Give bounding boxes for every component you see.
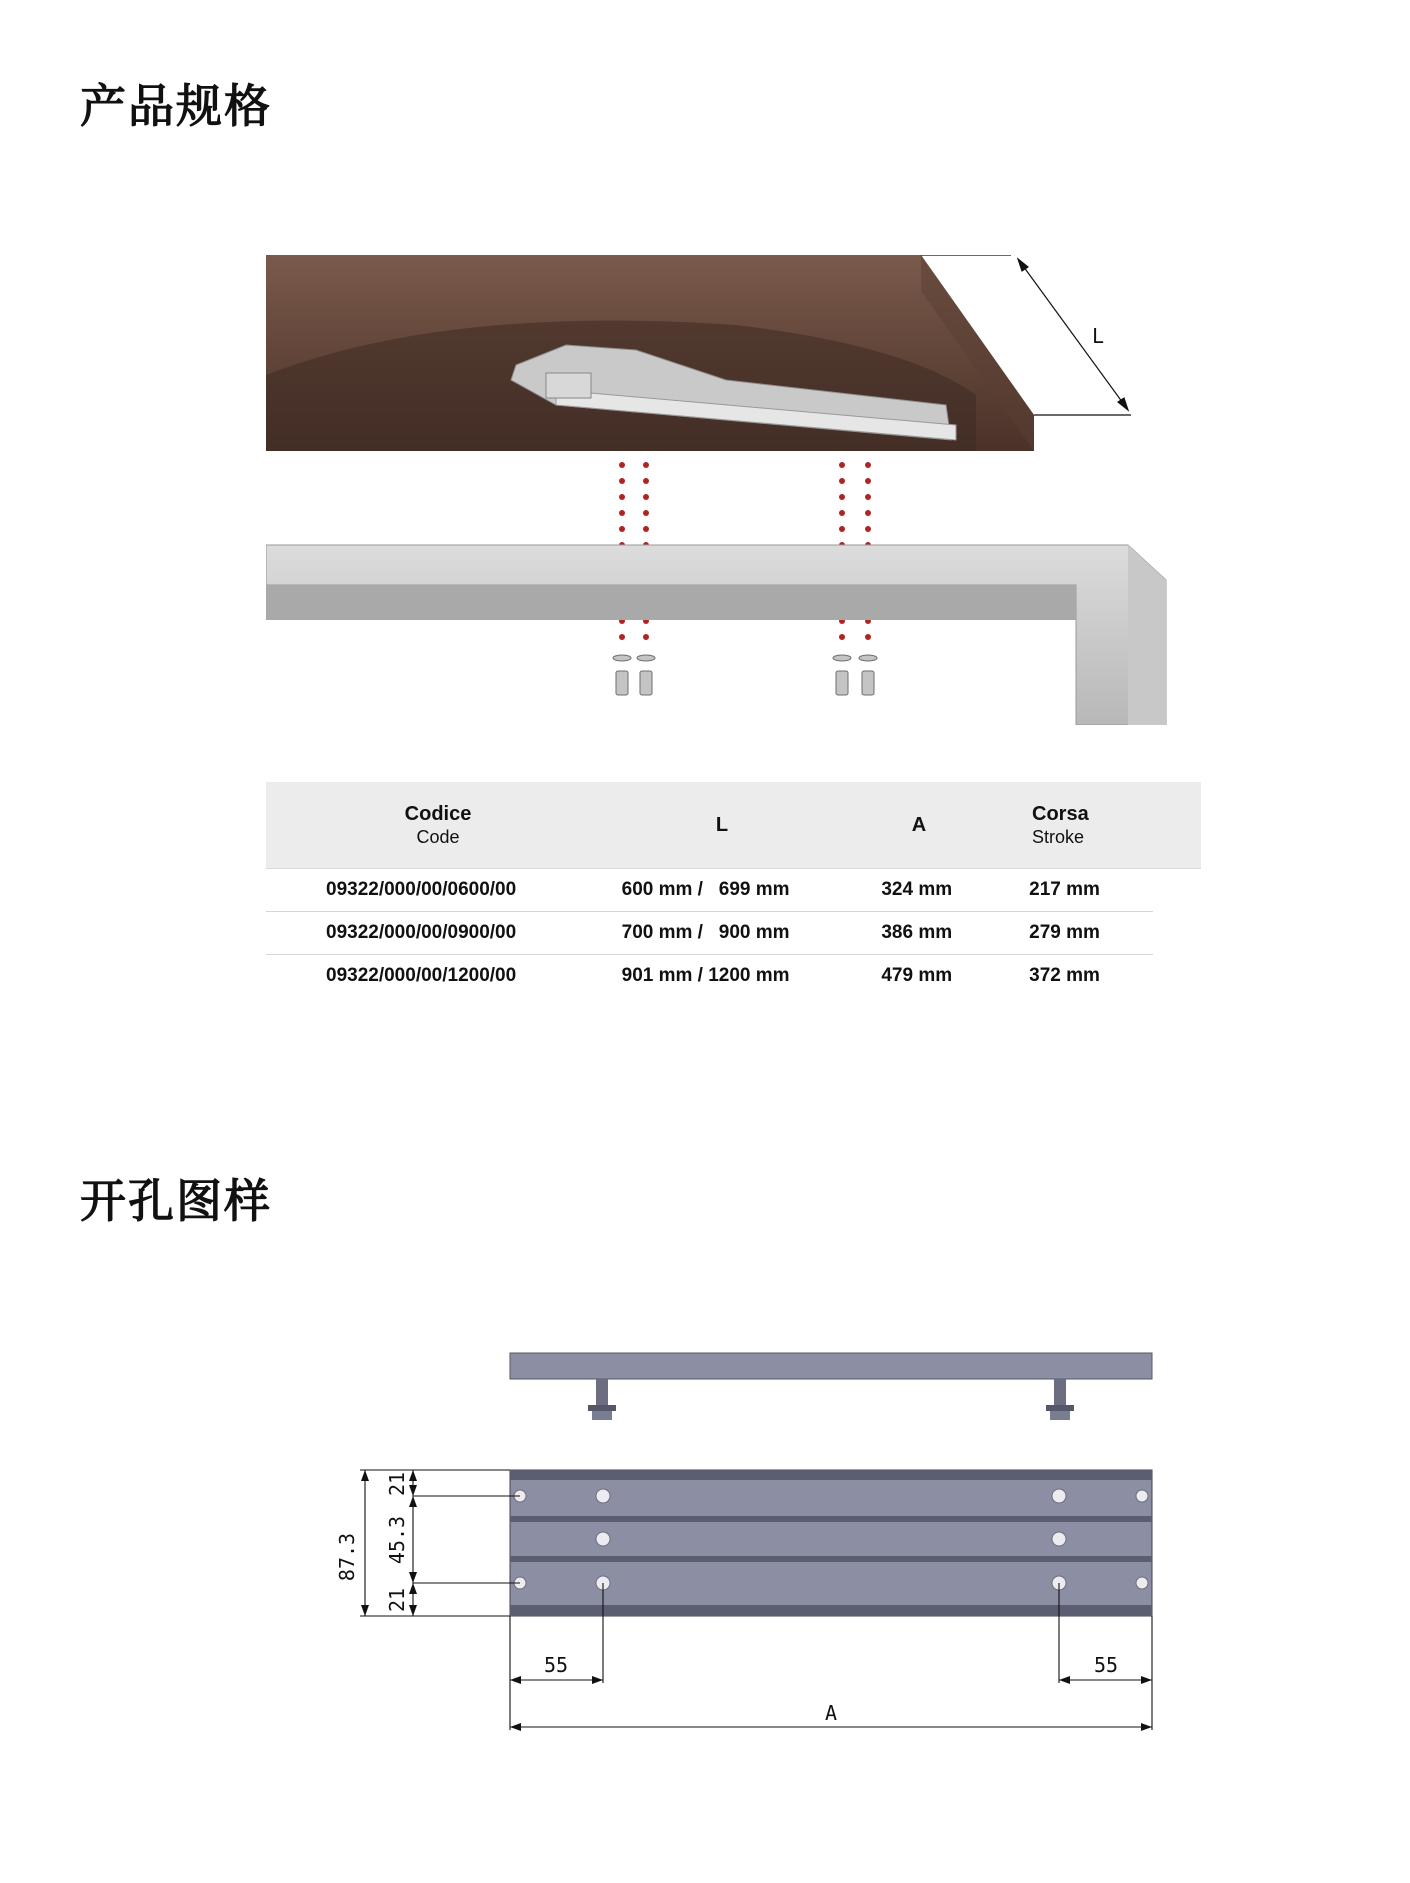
cell-l: 600 mm / 699 mm (621, 879, 790, 900)
spec-table (266, 782, 1201, 997)
cell-stroke: 372 mm (1029, 965, 1100, 986)
cell-code: 09322/000/00/0900/00 (326, 922, 517, 943)
cell-a: 324 mm (881, 879, 953, 900)
dimension-left-offset: 55 (543, 1653, 569, 1677)
cell-l: 901 mm / 1200 mm (621, 965, 790, 986)
table-row (266, 912, 1153, 955)
table-row (266, 869, 1153, 912)
dimension-l-label: L (1092, 324, 1105, 348)
product-illustration (266, 255, 1176, 725)
cell-a: 386 mm (881, 922, 953, 943)
section-title-drilling: 开孔图样 (80, 1174, 272, 1228)
header-l: L (715, 814, 729, 836)
section-title-specs: 产品规格 (80, 79, 272, 133)
dimension-middle-spacing: 45.3 (385, 1515, 409, 1565)
cell-l: 700 mm / 900 mm (621, 922, 790, 943)
dimension-total-height: 87.3 (335, 1532, 359, 1582)
cell-a: 479 mm (881, 965, 953, 986)
table-row (266, 955, 1153, 997)
screws (613, 655, 877, 695)
header-a: A (911, 814, 927, 836)
dimension-top-offset: 21 (385, 1471, 409, 1497)
metal-frame (266, 545, 1166, 725)
cell-stroke: 217 mm (1029, 879, 1100, 900)
header-code: Codice Code (404, 803, 472, 847)
header-stroke: Corsa Stroke (1032, 803, 1089, 847)
cell-code: 09322/000/00/1200/00 (326, 965, 517, 986)
dimension-right-offset: 55 (1093, 1653, 1119, 1677)
cell-stroke: 279 mm (1029, 922, 1100, 943)
cell-code: 09322/000/00/0600/00 (326, 879, 517, 900)
rail-side-view (510, 1353, 1152, 1420)
spec-table-header (266, 782, 1201, 869)
drilling-drawing (320, 1335, 1180, 1755)
dimension-bottom-offset: 21 (385, 1587, 409, 1613)
dimension-length-a: A (824, 1701, 838, 1725)
